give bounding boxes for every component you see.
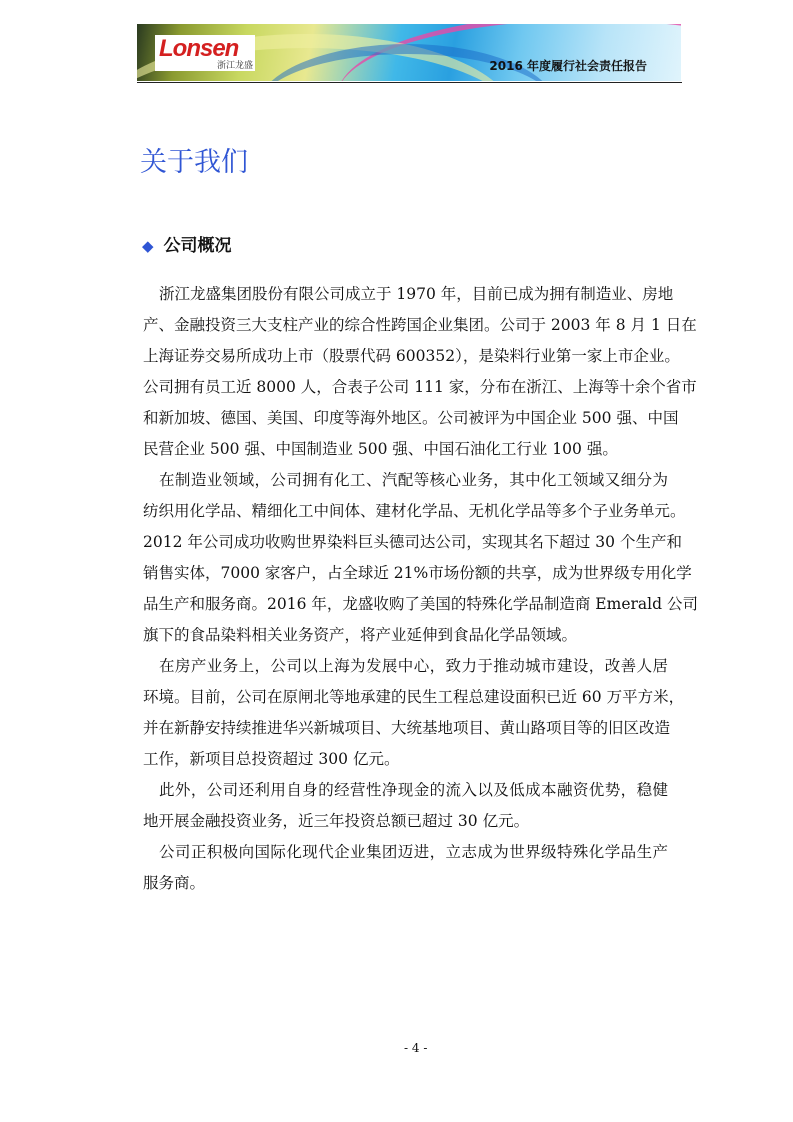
paragraph-line: 和新加坡、德国、美国、印度等海外地区。公司被评为中国企业 500 强、中国 xyxy=(143,409,679,427)
paragraph-line: 纺织用化学品、精细化工中间体、建材化学品、无机化学品等多个子业务单元。 xyxy=(143,502,686,520)
paragraph-line: 浙江龙盛集团股份有限公司成立于 1970 年，目前已成为拥有制造业、房地 xyxy=(159,285,674,303)
company-logo: Lonsen 浙江龙盛 xyxy=(155,35,255,71)
diamond-bullet-icon: ◆ xyxy=(142,237,154,255)
section-title: ◆ 公司概况 xyxy=(142,236,232,256)
header-divider xyxy=(137,82,682,83)
paragraph-line: 公司拥有员工近 8000 人，合表子公司 111 家，分布在浙江、上海等十余个省市 xyxy=(143,378,697,396)
paragraph-line: 并在新静安持续推进华兴新城项目、大统基地项目、黄山路项目等的旧区改造 xyxy=(143,719,671,737)
body-text xyxy=(143,281,698,901)
page-title: 关于我们 xyxy=(140,147,248,178)
paragraph-line: 地开展金融投资业务，近三年投资总额已超过 30 亿元。 xyxy=(143,812,530,830)
paragraph-line: 此外，公司还利用自身的经营性净现金的流入以及低成本融资优势，稳健 xyxy=(159,781,668,799)
paragraph-line: 环境。目前，公司在原闸北等地承建的民生工程总建设面积已近 60 万平方米， xyxy=(143,688,685,706)
paragraph-line: 2012 年公司成功收购世界染料巨头德司达公司，实现其名下超过 30 个生产和 xyxy=(143,533,682,551)
paragraph-line: 品生产和服务商。2016 年，龙盛收购了美国的特殊化学品制造商 Emerald 公司 xyxy=(143,595,698,613)
paragraph-line: 旗下的食品染料相关业务资产，将产业延伸到食品化学品领域。 xyxy=(143,626,578,644)
paragraph-line: 在制造业领域，公司拥有化工、汽配等核心业务，其中化工领域又细分为 xyxy=(159,471,668,489)
header-banner xyxy=(137,24,681,81)
paragraph-line: 产、金融投资三大支柱产业的综合性跨国企业集团。公司于 2003 年 8 月 1 日在 xyxy=(143,316,697,334)
paragraph-line: 工作，新项目总投资超过 300 亿元。 xyxy=(143,750,400,768)
paragraph-line: 民营企业 500 强、中国制造业 500 强、中国石油化工行业 100 强。 xyxy=(143,440,618,458)
report-title: 2016 年度履行社会责任报告 xyxy=(489,59,647,73)
page-number: - 4 - xyxy=(404,1041,428,1055)
paragraph-line: 上海证券交易所成功上市（股票代码 600352），是染料行业第一家上市企业。 xyxy=(143,347,680,365)
paragraph-line: 公司正积极向国际化现代企业集团迈进，立志成为世界级特殊化学品生产 xyxy=(159,843,668,861)
paragraph-line: 在房产业务上，公司以上海为发展中心，致力于推动城市建设，改善人居 xyxy=(159,657,668,675)
paragraph-line: 销售实体，7000 家客户，占全球近 21%市场份额的共享，成为世界级专用化学 xyxy=(143,564,692,582)
paragraph-line: 服务商。 xyxy=(143,874,206,892)
